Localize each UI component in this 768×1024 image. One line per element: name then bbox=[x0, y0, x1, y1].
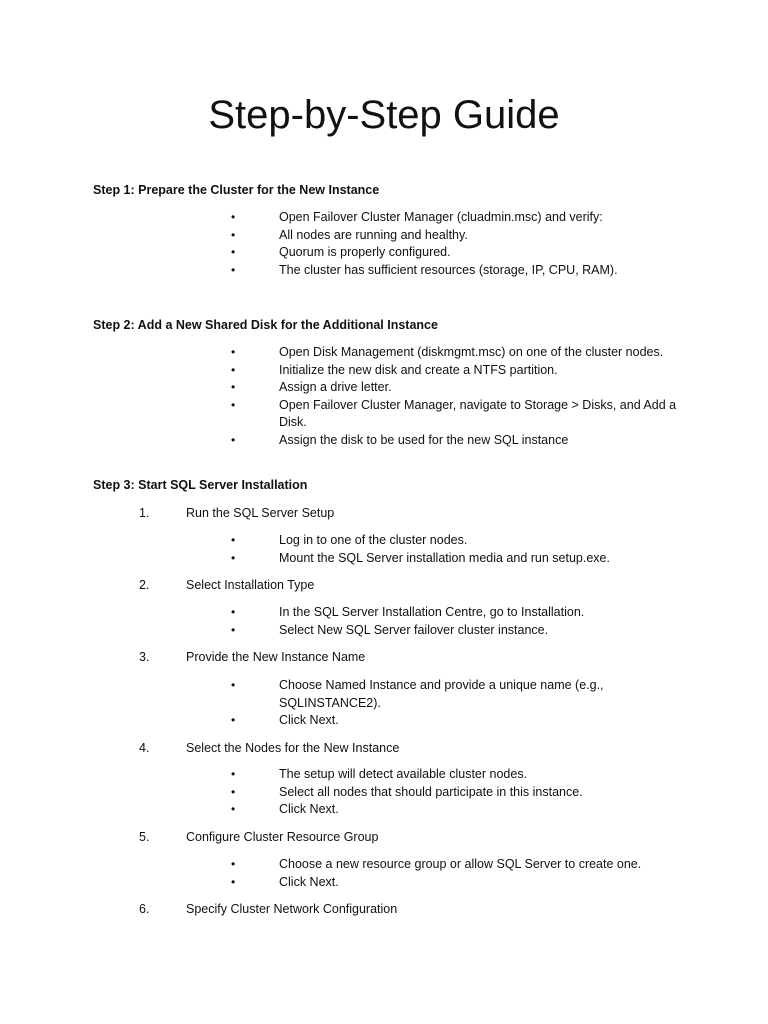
bullet-icon: • bbox=[231, 533, 236, 547]
item-label: Specify Cluster Network Configuration bbox=[186, 902, 398, 916]
bullet-icon: • bbox=[231, 622, 236, 637]
list-item: • All nodes are running and healthy. bbox=[0, 227, 768, 245]
bullet-icon: • bbox=[231, 262, 236, 277]
item-label: Select Installation Type bbox=[186, 578, 315, 592]
list-item: • Click Next. bbox=[0, 712, 768, 730]
item-label: Provide the New Instance Name bbox=[186, 650, 366, 664]
bullet-icon: • bbox=[231, 227, 236, 242]
list-item: • Assign a drive letter. bbox=[0, 379, 768, 397]
item-number: 6. bbox=[139, 902, 150, 916]
sub-bullet-list bbox=[0, 604, 768, 639]
list-item: • Mount the SQL Server installation media and run setup.exe. bbox=[0, 550, 768, 568]
list-item: • Open Disk Management (diskmgmt.msc) on one of the cluster nodes. bbox=[0, 344, 768, 362]
bullet-icon: • bbox=[231, 550, 236, 565]
step-2-bullet-list bbox=[0, 344, 768, 449]
list-item: • Select New SQL Server failover cluster instance. bbox=[0, 622, 768, 640]
bullet-icon: • bbox=[231, 345, 236, 359]
list-item: • Click Next. bbox=[0, 874, 768, 892]
sub-bullet-list bbox=[0, 677, 768, 730]
list-item: • Open Failover Cluster Manager, navigate to Storage > Disks, and Add a Disk. bbox=[231, 397, 677, 429]
item-label: Select the Nodes for the New Instance bbox=[186, 741, 400, 755]
sub-bullet-list bbox=[0, 532, 768, 567]
list-item: • In the SQL Server Installation Centre, go to Installation. bbox=[0, 604, 768, 622]
list-item: • Assign the disk to be used for the new SQL instance bbox=[0, 432, 768, 450]
item-number: 5. bbox=[139, 830, 150, 844]
sub-bullet-list bbox=[0, 856, 768, 891]
bullet-icon: • bbox=[231, 605, 236, 619]
bullet-icon: • bbox=[231, 874, 236, 889]
list-item: • Initialize the new disk and create a NTFS partition. bbox=[0, 362, 768, 380]
bullet-icon: • bbox=[231, 362, 236, 377]
list-item: • Choose Named Instance and provide a unique name (e.g., SQLINSTANCE2). bbox=[231, 678, 604, 710]
item-number: 1. bbox=[139, 506, 150, 520]
item-number: 3. bbox=[139, 650, 150, 664]
item-label: Run the SQL Server Setup bbox=[186, 506, 335, 520]
bullet-icon: • bbox=[231, 857, 236, 871]
item-number: 2. bbox=[139, 578, 150, 592]
bullet-icon: • bbox=[231, 245, 236, 259]
bullet-icon: • bbox=[231, 397, 236, 412]
step-1-heading: Step 1: Prepare the Cluster for the New Instance bbox=[93, 183, 380, 197]
bullet-icon: • bbox=[231, 767, 236, 781]
bullet-icon: • bbox=[231, 210, 236, 224]
item-label: Configure Cluster Resource Group bbox=[186, 830, 379, 844]
bullet-icon: • bbox=[231, 802, 236, 816]
page-title: Step-by-Step Guide bbox=[208, 93, 560, 137]
list-item: • Choose a new resource group or allow SQL Server to create one. bbox=[0, 856, 768, 874]
step-2-heading: Step 2: Add a New Shared Disk for the Additional Instance bbox=[93, 318, 438, 332]
list-item: • Open Failover Cluster Manager (cluadmin.msc) and verify: bbox=[0, 209, 768, 227]
list-item: • The cluster has sufficient resources (storage, IP, CPU, RAM). bbox=[0, 262, 768, 280]
bullet-icon: • bbox=[231, 380, 236, 394]
item-number: 4. bbox=[139, 741, 150, 755]
bullet-icon: • bbox=[231, 432, 236, 447]
bullet-icon: • bbox=[231, 784, 236, 799]
list-item: • Select all nodes that should participate in this instance. bbox=[0, 784, 768, 802]
step-1-bullet-list bbox=[0, 209, 768, 279]
list-item: • Click Next. bbox=[0, 801, 768, 819]
list-item: • Quorum is properly configured. bbox=[0, 244, 768, 262]
step-3-heading: Step 3: Start SQL Server Installation bbox=[93, 478, 308, 492]
list-item: • The setup will detect available cluster nodes. bbox=[0, 766, 768, 784]
bullet-icon: • bbox=[231, 678, 236, 692]
bullet-icon: • bbox=[231, 713, 236, 727]
sub-bullet-list bbox=[0, 766, 768, 819]
list-item: • Log in to one of the cluster nodes. bbox=[0, 532, 768, 550]
